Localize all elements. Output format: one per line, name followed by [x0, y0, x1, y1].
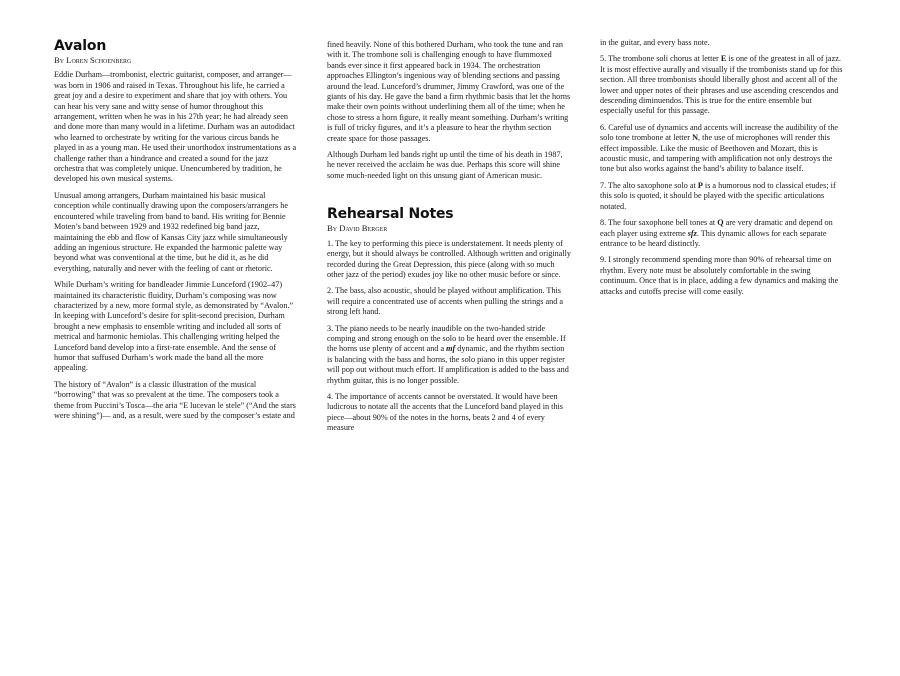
rehearsal-letter: Q [717, 218, 724, 228]
article-paragraph: Unusual among arrangers, Durham maintained his basic musical conception while continually drawing upon the composers/arrangers he encountered while traveling from band to band. His writing for Bennie Moten’s band between 1929 and 1932 redefined big band jazz, maintaining the ebb and flow of Kansas City jazz while simultaneously adding an ingenious structure. He expanded the harmonic palette way beyond what was conventional at the time, but he did it, as he did everything, naturally and never with the feeling of cant or rhetoric. [54, 190, 288, 273]
note-6: 6. Careful use of dynamics and accents will increase the audibility of the solo tone trombone at letter N, the use of microphones will render this effect impossible. Like the music of Beethoven and Mozart, this is acoustic music, and tampering with amplification not only destroys the tone but also works against the band’s ability to balance itself. [600, 122, 839, 174]
column-left [54, 38, 298, 427]
article-paragraph: While Durham’s writing for bandleader Jimmie Lunceford (1902–47) maintained its characteristic fluidity, Durham’s composing was now characterized by a new, more formal style, as demonstrated by “Avalon.” In keeping with Lunceford’s desire for split-second precision, Durham brought a new emphasis to ensemble writing and included all sorts of metrical and harmonic hemiolas. This challenging writing helped the Lunceford band develop into a first-rate ensemble. And the sense of humor that suffused Durham’s work made the band all the more appealing. [54, 280, 294, 373]
article-paragraph: The history of “Avalon” is a classic illustration of the musical “borrowing” that was so prevalent at the time. The composers took a theme from Puccini’s Tosca—the aria “E lucevan le stele” (“And the stars were shining”)— and, as a result, were sued by the composer’s estate and [54, 379, 296, 420]
note-1: 1. The key to performing this piece is understatement. It needs plenty of energy, but it should always be controlled. Although written and originally recorded during the Great Depression, this piece (along with so much other jazz of the period) exudes joy like no other music before or since. [327, 238, 571, 279]
note-9: 9. I strongly recommend spending more than 90% of rehearsal time on rhythm. Every note must be absolutely comfortable in the swing continuum. Once that is in place, adding a few dynamics and making the attacks and cutoffs precise will come easily. [600, 255, 839, 296]
note-3: 3. The piano needs to be nearly inaudible on the two-handed stride comping and strong enough on the solo to be heard over the ensemble. If the horns use plenty of accent and a mf dynamic, and the rhythm section is balancing with the bass and horns, the solo piano in this upper register will pop out without much effort. If amplification is added to the bass and rhythm guitar, this is no longer possible. [327, 323, 569, 385]
article-paragraph: Eddie Durham—trombonist, electric guitarist, composer, and arranger—was born in 1906 and raised in Texas. Throughout his life, he carried a great joy and a desire to experiment and share that joy with others. You can hear his very sane and witty sense of humor throughout this arrangement, written when he was in his 27th year; he had already seen and done more than many would in a lifetime. Durham was an autodidact who learned to orchestrate by writing for the various circus bands he played in as a young man. He used their unorthodox instrumentations as a challenge rather than a hindrance and created a sound for the jazz orchestra that was completely unique. Unencumbered by tradition, he developed his own musical systems. [54, 70, 297, 184]
note-2: 2. The bass, also acoustic, should be played without amplification. This will require a concentrated use of accents when pulling the strings and a strong left hand. [327, 286, 563, 317]
article-paragraph: Although Durham led bands right up until the time of his death in 1987, he never received the acclaim he was due. Perhaps this score will shine some much-needed light on this unsung giant of American music. [327, 150, 563, 180]
article-title: Avalon [54, 38, 107, 54]
note-7: 7. The alto saxophone solo at P is a humorous nod to classical etudes; if this solo is quoted, it should be played with the specific articulations notated. [600, 180, 836, 211]
note-5: 5. The trombone soli chorus at letter E is one of the greatest in all of jazz. It is most effective aurally and visually if the trombonists stand up for this section. All three trombonists should liberally ghost and accent all of the lower and upper notes of their phrases and use ascending crescendos and descending diminuendos. This is true for the entire ensemble but especially useful for this passage. [600, 54, 843, 116]
note-8: 8. The four saxophone bell tones at Q are very dramatic and depend on each player using extreme sfz. This dynamic allows for each separate entrance to be heard distinctly. [600, 218, 833, 248]
column-right [600, 38, 846, 303]
dynamic-marking: mf [446, 344, 456, 354]
section-title: Rehearsal Notes [327, 206, 454, 223]
note-4-continued: in the guitar, and every bass note. [600, 38, 710, 47]
note-4: 4. The importance of accents cannot be overstated. It would have been ludicrous to notate all the accents that the Lunceford band played in this piece—about 90% of the notes in the horns, beats 2 and 4 of every measure [327, 391, 563, 433]
section-byline: By David Berger [327, 223, 388, 234]
rehearsal-letter: N [692, 133, 699, 143]
rehearsal-letter: P [697, 180, 703, 190]
article-byline: By Loren Schoenberg [54, 55, 132, 65]
rehearsal-letter: E [720, 54, 727, 64]
rehearsal-notes-section [327, 206, 571, 433]
column-middle [327, 40, 571, 440]
dynamic-marking: sfz [687, 228, 697, 238]
article-paragraph: fined heavily. None of this bothered Durham, who took the tune and ran with it. The trombone soli is challenging enough to have flummoxed bands ever since it first appeared back in 1934. The orchestration approaches Ellington’s ingenious way of blending sections and passing around the lead. Lunceford’s drummer, Jimmy Crawford, was one of the giants of his day. He gave the band a firm rhythmic basis that let the horns make their own points without underlining them all of the time; when he chose to stress a horn figure, it really meant something. Durham’s writing is full of tricky figures, and it’s a pleasure to hear the rhythm section create space for those passages. [327, 40, 571, 143]
